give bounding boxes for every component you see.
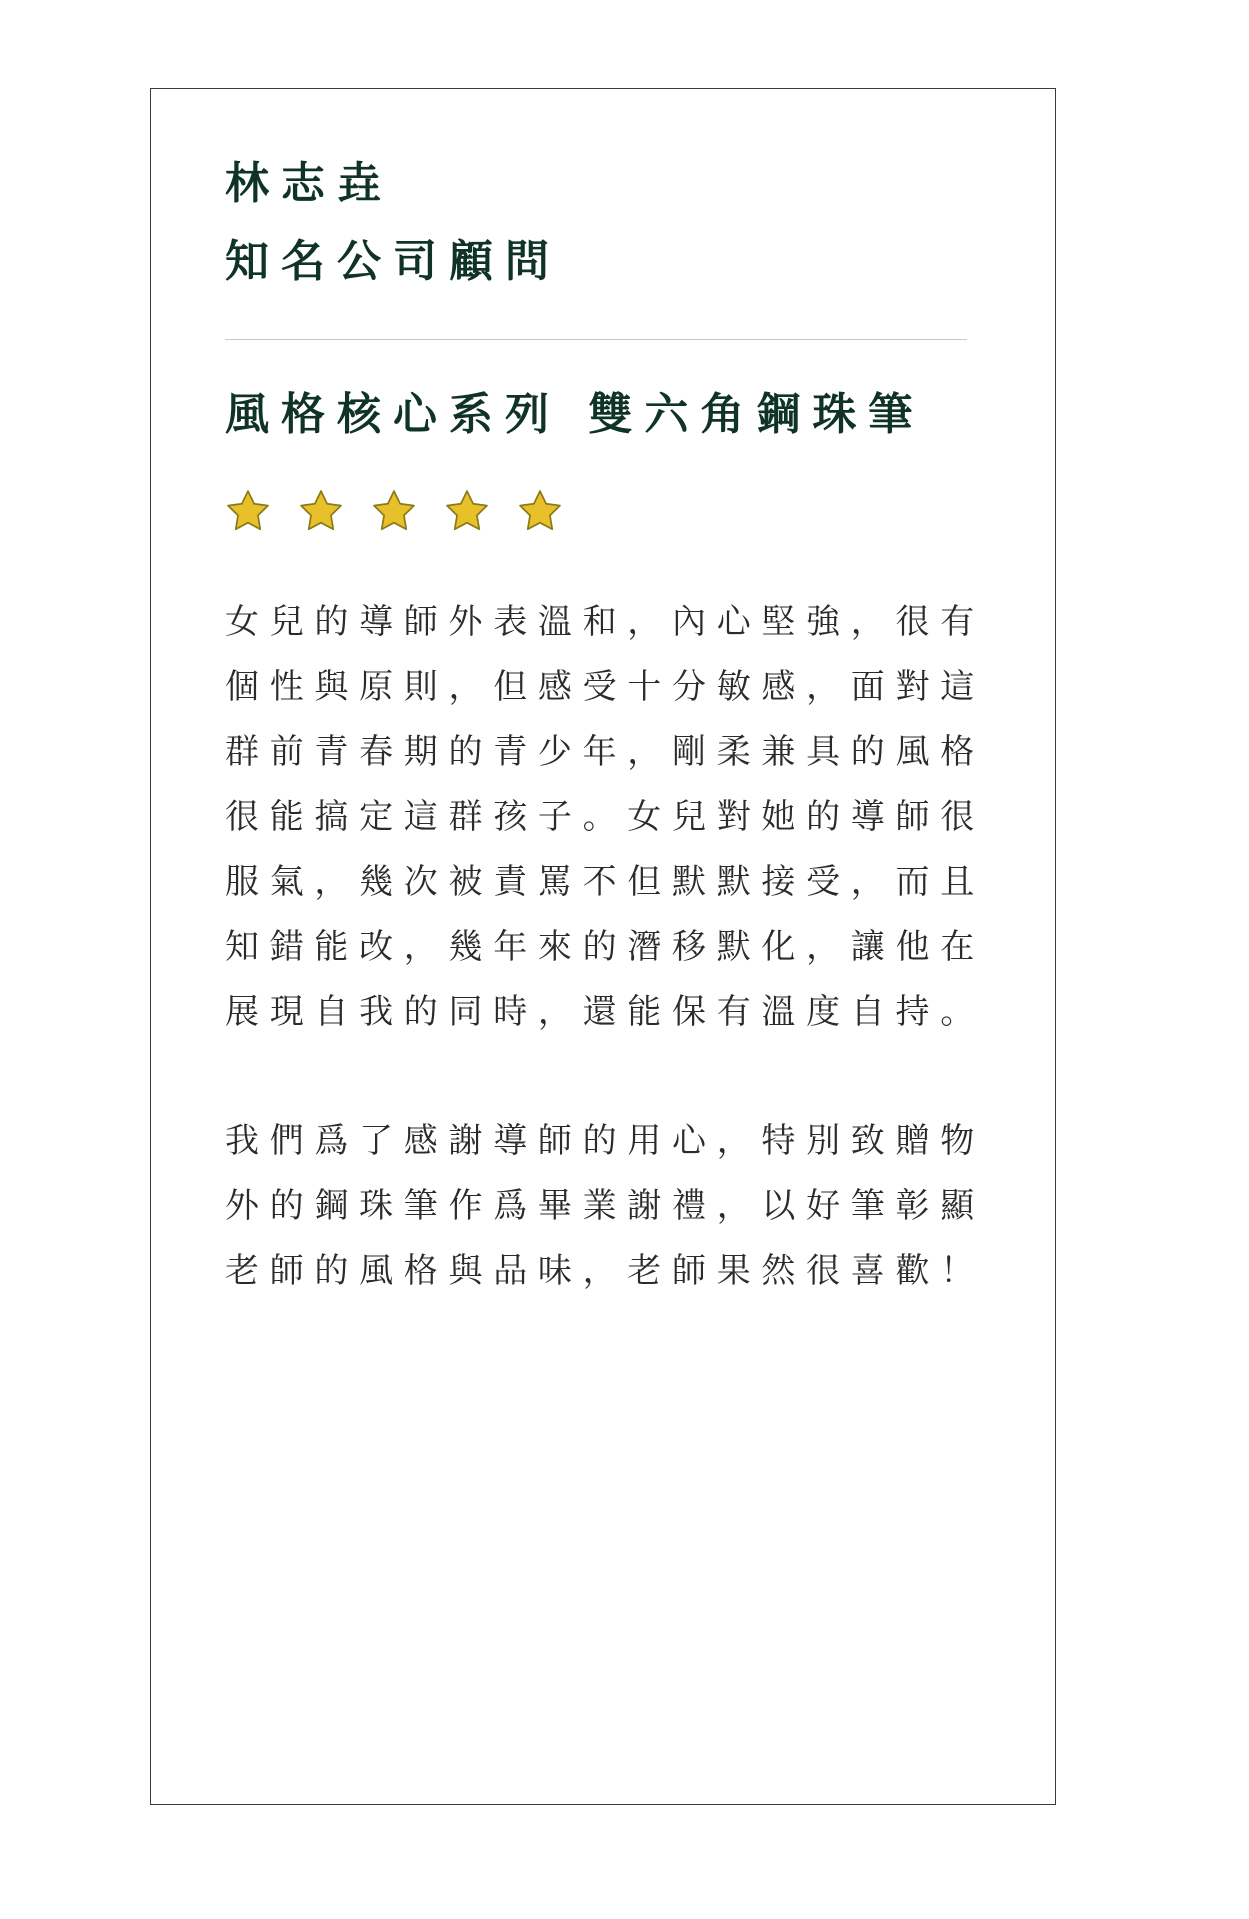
review-paragraph-2 xyxy=(225,1109,985,1304)
review-line: 知錯能改，幾年來的潛移默化，讓他在 xyxy=(225,927,985,967)
review-paragraph-1 xyxy=(225,590,985,1045)
review-line: 群前青春期的青少年，剛柔兼具的風格 xyxy=(225,732,985,772)
star-rating xyxy=(225,488,967,538)
testimonial-content xyxy=(225,145,985,1304)
review-line: 外的鋼珠筆作爲畢業謝禮，以好筆彰顯 xyxy=(225,1186,985,1226)
star-icon xyxy=(371,488,417,534)
review-line: 個性與原則，但感受十分敏感，面對這 xyxy=(225,667,985,707)
star-icon xyxy=(517,488,563,534)
review-line: 老師的風格與品味，老師果然很喜歡！ xyxy=(225,1251,985,1291)
review-line: 女兒的導師外表溫和，內心堅強，很有 xyxy=(225,602,985,642)
review-line: 服氣，幾次被責罵不但默默接受，而且 xyxy=(225,862,985,902)
review-body xyxy=(225,590,985,1304)
review-line: 很能搞定這群孩子。女兒對她的導師很 xyxy=(225,797,985,837)
divider xyxy=(225,339,967,340)
star-icon xyxy=(298,488,344,534)
product-name: 風格核心系列 雙六角鋼珠筆 xyxy=(225,389,925,440)
testimonial-card xyxy=(150,88,1056,1805)
review-line: 展現自我的同時，還能保有溫度自持。 xyxy=(225,992,985,1032)
reviewer-name: 林志垚 xyxy=(225,158,393,209)
star-icon xyxy=(225,488,271,534)
review-line: 我們爲了感謝導師的用心，特別致贈物 xyxy=(225,1121,985,1161)
star-icon xyxy=(444,488,490,534)
reviewer-title: 知名公司顧問 xyxy=(225,236,561,287)
